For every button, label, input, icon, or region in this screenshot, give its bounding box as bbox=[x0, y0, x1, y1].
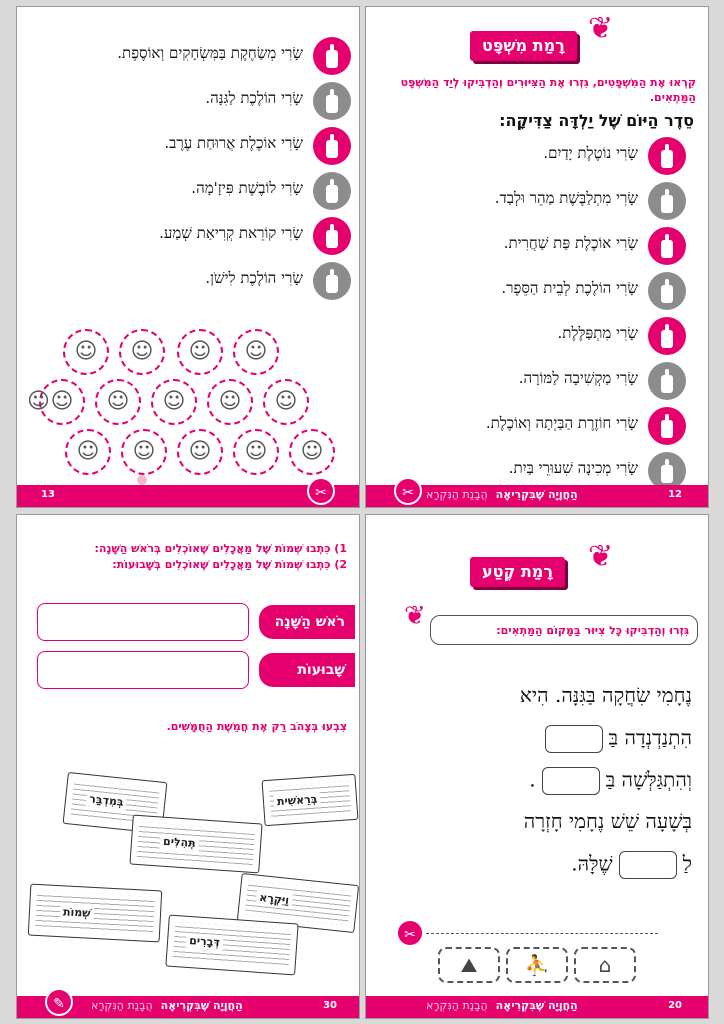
story-text: שֶׁלָּהּ. bbox=[571, 851, 613, 876]
sentence-row bbox=[370, 268, 686, 313]
glue-icon bbox=[661, 234, 673, 258]
sentence-text: שָׂרִי אוֹכֶלֶת פַּת שַׁחֲרִית. bbox=[503, 234, 638, 252]
story-text: הִתְנַדְנְדָה בַּ bbox=[608, 725, 692, 750]
rosh-hashana-answer[interactable] bbox=[37, 603, 249, 641]
sentence-list bbox=[23, 33, 351, 303]
glue-icon bbox=[661, 369, 673, 393]
glue-bullet bbox=[648, 317, 686, 355]
butterfly-icon: ❦ bbox=[588, 11, 614, 46]
coloring-instruction: צִבְעוּ בְּצָהֹב רַק אֶת חֲמֵשֶׁת הַחֻמָּשִׁים. bbox=[166, 720, 347, 733]
sentence-list bbox=[370, 133, 686, 493]
story-line bbox=[529, 767, 692, 795]
glue-icon bbox=[661, 414, 673, 438]
sentence-row bbox=[23, 123, 351, 168]
footer-brand bbox=[91, 999, 243, 1012]
page-number: 20 bbox=[668, 1000, 682, 1011]
sentence-text: שָׂרִי חוֹזֶרֶת הַבַּיְתָה וְאוֹכֶלֶת. bbox=[485, 414, 638, 432]
cutout-picture[interactable]: ☺ bbox=[233, 429, 279, 475]
cutout-picture[interactable]: ☺ bbox=[151, 379, 197, 425]
cutout-picture[interactable]: ☺ bbox=[233, 329, 279, 375]
cutout-picture[interactable]: ☺ bbox=[65, 429, 111, 475]
glue-bullet bbox=[648, 362, 686, 400]
cutout-picture[interactable]: ☺ bbox=[27, 389, 50, 414]
glue-icon bbox=[661, 189, 673, 213]
footer-brand bbox=[426, 488, 578, 501]
glue-bullet bbox=[648, 137, 686, 175]
instruction-text: קִרְאוּ אֶת הַמִּשְׁפָּטִים, גִּזְרוּ אֶת הַצִּיּוּרִים וְהַדְבִּיקוּ לְיַד הַמִּשְׁפָּט הַמַּתְאִים. bbox=[400, 76, 696, 104]
glue-icon bbox=[326, 224, 338, 248]
book[interactable] bbox=[262, 774, 359, 826]
sentence-row bbox=[370, 133, 686, 178]
story-text: . bbox=[529, 767, 536, 792]
sentence-text: שָׂרִי נוֹטֶלֶת יָדַיִם. bbox=[543, 144, 638, 162]
page-13 bbox=[16, 6, 360, 508]
cutout-picture[interactable]: ☺ bbox=[95, 379, 141, 425]
glue-icon bbox=[326, 179, 338, 203]
footer-brand-name: הַחֲוָיָה שֶׁבִּקְרִיאָה bbox=[160, 999, 243, 1012]
page-footer bbox=[366, 485, 708, 507]
sentence-text: שָׂרִי מְשַׂחֶקֶת בַּמִּשְׂחָקִים וְאוֹסֶפֶת. bbox=[117, 44, 303, 62]
cutout-house[interactable]: ⌂ bbox=[574, 947, 636, 983]
sentence-text: שָׂרִי הוֹלֶכֶת לַגִּנָּה. bbox=[205, 89, 303, 107]
book-title: בְּמִדְבַּר bbox=[86, 791, 128, 810]
blank-box[interactable] bbox=[542, 767, 600, 795]
butterfly-icon: ❦ bbox=[404, 601, 426, 631]
sentence-row bbox=[23, 168, 351, 213]
page-footer bbox=[17, 996, 359, 1018]
glue-bullet bbox=[313, 172, 351, 210]
glue-icon bbox=[326, 269, 338, 293]
cutout-swing[interactable]: ⛹ bbox=[506, 947, 568, 983]
section-title: רָמַת קֶטַע bbox=[470, 557, 565, 587]
story-text: וְהִתְגַּלְּשָׁה בַּ bbox=[605, 767, 692, 792]
story-line: בְּשָׁעָה שֵׁשׁ נֶחָמִי חָזְרָה bbox=[523, 809, 692, 833]
story-line bbox=[539, 725, 692, 753]
rosh-hashana-label: רֹאשׁ הַשָּׁנָה bbox=[259, 605, 355, 639]
footer-subtitle: הֲבָנַת הַנִּקְרָא bbox=[426, 999, 488, 1012]
cutout-picture[interactable]: ☺ bbox=[121, 429, 167, 475]
feather-icon: ✎ bbox=[45, 988, 73, 1016]
page-20 bbox=[365, 514, 709, 1019]
section-title: רָמַת מִשְׁפָּט bbox=[470, 31, 577, 61]
cutout-picture[interactable]: ☺ bbox=[263, 379, 309, 425]
page-12 bbox=[365, 6, 709, 508]
book-title: שְׁמוֹת bbox=[60, 904, 94, 921]
decor-dot bbox=[137, 475, 147, 485]
cut-line bbox=[426, 933, 658, 934]
glue-bullet bbox=[313, 262, 351, 300]
cutout-picture[interactable]: ☺ bbox=[177, 429, 223, 475]
glue-icon bbox=[661, 279, 673, 303]
story-text: לַ bbox=[682, 851, 692, 876]
glue-icon bbox=[326, 89, 338, 113]
sentence-text: שָׂרִי מִתְלַבֶּשֶׁת מַהֵר וּלְבַד. bbox=[494, 189, 638, 207]
sentence-text: שָׂרִי הוֹלֶכֶת לִישֹׁן. bbox=[205, 269, 303, 287]
book[interactable] bbox=[129, 815, 262, 874]
sentence-text: שָׂרִי אוֹכֶלֶת אֲרוּחַת עֶרֶב. bbox=[164, 134, 303, 152]
sentence-row bbox=[370, 223, 686, 268]
sentence-row bbox=[23, 78, 351, 123]
page-footer bbox=[17, 485, 359, 507]
glue-icon bbox=[326, 134, 338, 158]
glue-icon bbox=[326, 44, 338, 68]
cutout-picture[interactable]: ☺ bbox=[207, 379, 253, 425]
sentence-row bbox=[370, 403, 686, 448]
sentence-row bbox=[23, 33, 351, 78]
page-30 bbox=[16, 514, 360, 1019]
page-number: 13 bbox=[41, 489, 55, 500]
glue-bullet bbox=[313, 82, 351, 120]
sentence-text: שָׂרִי לוֹבֶשֶׁת פִּיזָ'מָה. bbox=[191, 179, 303, 197]
sentence-text: שָׂרִי מַקְשִׁיבָה לַמּוֹרָה. bbox=[518, 369, 638, 387]
glue-bullet bbox=[648, 227, 686, 265]
glue-icon bbox=[661, 324, 673, 348]
glue-bullet bbox=[648, 182, 686, 220]
glue-bullet bbox=[648, 272, 686, 310]
sentence-row bbox=[370, 178, 686, 223]
book-title: תְּהִלִּים bbox=[160, 834, 200, 852]
sentence-text: שָׂרִי מְכִינָה שִׁעוּרֵי בַּיִת. bbox=[508, 459, 638, 477]
sentence-row bbox=[370, 358, 686, 403]
shavuot-label: שָׁבוּעוֹת bbox=[259, 653, 355, 687]
page-number: 12 bbox=[668, 489, 682, 500]
glue-bullet bbox=[648, 407, 686, 445]
footer-subtitle: הֲבָנַת הַנִּקְרָא bbox=[91, 999, 153, 1012]
cutout-slide[interactable]: ⛰ bbox=[438, 947, 500, 983]
cutout-picture[interactable]: ☺ bbox=[119, 329, 165, 375]
glue-bullet bbox=[313, 37, 351, 75]
book-title: דְּבָרִים bbox=[186, 933, 224, 951]
sentence-text: שָׂרִי קוֹרֵאת קְרִיאַת שְׁמַע. bbox=[159, 224, 303, 242]
footer-brand-name: הַחֲוָיָה שֶׁבִּקְרִיאָה bbox=[495, 488, 578, 501]
footer-brand-name: הַחֲוָיָה שֶׁבִּקְרִיאָה bbox=[495, 999, 578, 1012]
glue-icon bbox=[661, 459, 673, 483]
scissors-icon: ✂ bbox=[394, 477, 422, 505]
cutout-picture[interactable]: ☺ bbox=[289, 429, 335, 475]
blank-box[interactable] bbox=[619, 851, 677, 879]
book-title: בְּרֵאשִׁית bbox=[274, 791, 321, 809]
page-number: 30 bbox=[323, 1000, 337, 1011]
footer-brand bbox=[426, 999, 578, 1012]
instruction-1: 1) כִּתְבוּ שְׁמוֹת שֶׁל מַאֲכָלִים שֶׁאוֹכְלִים בְּרֹאשׁ הַשָּׁנָה: bbox=[94, 542, 347, 555]
cutout-picture[interactable]: ☺ bbox=[39, 379, 85, 425]
sentence-text: שָׂרִי מִתְפַּלֶּלֶת. bbox=[557, 324, 638, 342]
sentence-row bbox=[23, 258, 351, 303]
glue-bullet bbox=[313, 127, 351, 165]
instruction-text: גִּזְרוּ וְהַדְבִּיקוּ כָּל צִיּוּר בַּמָּקוֹם הַמַּתְאִים: bbox=[496, 624, 689, 637]
scissors-icon: ✂ bbox=[396, 919, 424, 947]
sentence-row bbox=[370, 313, 686, 358]
book[interactable] bbox=[28, 884, 163, 943]
sentence-row bbox=[23, 213, 351, 258]
story-line: נֶחָמִי שִׂחֲקָה בַּגִּנָּה. הִיא bbox=[519, 683, 692, 707]
page-footer bbox=[366, 996, 708, 1018]
story-line bbox=[571, 851, 692, 879]
blank-box[interactable] bbox=[545, 725, 603, 753]
footer-subtitle: הֲבָנַת הַנִּקְרָא bbox=[426, 488, 488, 501]
list-heading: סֵדֶר הַיּוֹם שֶׁל יַלְדָּה צַדִּיקָה: bbox=[499, 111, 694, 130]
cutout-picture[interactable]: ☺ bbox=[177, 329, 223, 375]
butterfly-icon: ❦ bbox=[588, 539, 614, 574]
glue-bullet bbox=[313, 217, 351, 255]
sentence-text: שָׂרִי הוֹלֶכֶת לְבֵית הַסֵּפֶר. bbox=[501, 279, 638, 297]
instruction-bubble bbox=[430, 615, 698, 645]
glue-icon bbox=[661, 144, 673, 168]
scissors-icon: ✂ bbox=[307, 477, 335, 505]
book[interactable] bbox=[165, 915, 298, 976]
shavuot-answer[interactable] bbox=[37, 651, 249, 689]
cutout-picture[interactable]: ☺ bbox=[63, 329, 109, 375]
instruction-2: 2) כִּתְבוּ שְׁמוֹת שֶׁל מַאֲכָלִים שֶׁאוֹכְלִים בְּשָׁבוּעוֹת: bbox=[112, 558, 347, 571]
book-title: וַיִּקְרָא bbox=[256, 890, 293, 909]
